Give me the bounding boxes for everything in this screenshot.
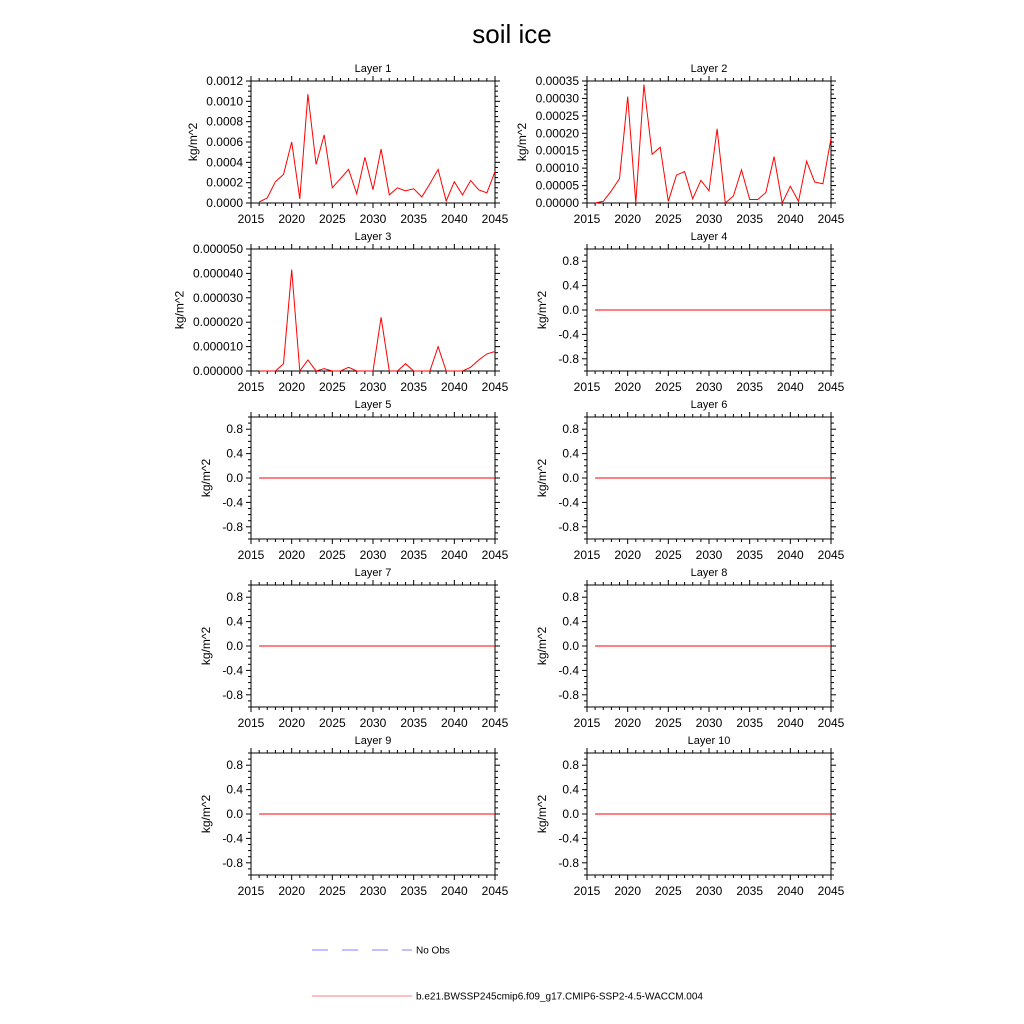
x-tick-label: 2025 [318,884,346,898]
panel-title: Layer 4 [690,231,728,243]
x-tick-label: 2045 [481,548,509,562]
y-tick-label: 0.8 [562,254,579,269]
panel-10 [535,735,844,898]
model-series-line [259,270,495,371]
x-tick-label: 2040 [776,212,804,226]
y-tick-label: 0.00025 [535,108,579,123]
y-tick-label: 0.8 [226,758,243,773]
figure-title: soil ice [472,19,552,49]
y-axis-label: kg/m^2 [535,458,550,498]
x-tick-label: 2030 [359,716,387,730]
x-tick-label: 2020 [278,380,306,394]
y-tick-label: -0.4 [558,831,579,846]
x-tick-label: 2015 [573,380,601,394]
x-tick-label: 2025 [654,380,682,394]
x-tick-label: 2020 [278,716,306,730]
x-tick-label: 2015 [573,212,601,226]
x-tick-label: 2020 [614,884,642,898]
x-tick-label: 2035 [400,716,428,730]
legend-model-label: b.e21.BWSSP245cmip6.f09_g17.CMIP6-SSP2-4.5-WACCM.004 [416,991,703,1003]
y-tick-label: 0.0 [562,471,579,485]
x-tick-label: 2030 [359,380,387,394]
panel-6 [535,399,844,562]
x-tick-label: 2040 [440,212,468,226]
y-tick-label: 0.4 [562,614,579,629]
y-tick-label: -0.4 [558,327,579,342]
x-tick-label: 2045 [481,212,509,226]
y-tick-label: -0.4 [558,495,579,510]
x-tick-label: 2020 [614,380,642,394]
x-tick-label: 2040 [776,548,804,562]
y-tick-label: 0.000050 [192,242,243,256]
panel-title: Layer 7 [354,567,392,579]
y-tick-label: 0.00030 [535,91,579,106]
x-tick-label: 2025 [654,716,682,730]
plot-frame [251,249,495,371]
y-tick-label: -0.4 [222,495,243,510]
x-tick-label: 2045 [817,212,845,226]
x-tick-label: 2025 [654,884,682,898]
x-tick-label: 2035 [736,884,764,898]
x-tick-label: 2025 [318,212,346,226]
x-tick-label: 2035 [400,212,428,226]
x-tick-label: 2020 [278,212,306,226]
y-tick-label: -0.8 [558,351,579,366]
x-tick-label: 2035 [400,884,428,898]
y-tick-label: 0.0008 [206,114,243,129]
x-tick-label: 2045 [817,380,845,394]
x-tick-label: 2035 [736,380,764,394]
panel-title: Layer 9 [354,735,392,747]
y-tick-label: -0.4 [558,663,579,678]
x-tick-label: 2030 [359,548,387,562]
x-tick-label: 2020 [614,212,642,226]
x-tick-label: 2040 [440,884,468,898]
x-tick-label: 2035 [400,380,428,394]
y-tick-label: 0.0012 [206,74,243,88]
x-tick-label: 2025 [318,548,346,562]
x-tick-label: 2045 [481,716,509,730]
y-tick-label: 0.000020 [192,315,243,330]
x-tick-label: 2030 [695,716,723,730]
model-series-line [259,94,495,202]
x-tick-label: 2020 [614,548,642,562]
y-tick-label: 0.00035 [535,74,579,88]
y-tick-label: -0.8 [558,855,579,870]
y-axis-label: kg/m^2 [535,290,550,330]
x-tick-label: 2015 [237,380,265,394]
x-tick-label: 2025 [654,548,682,562]
y-tick-label: 0.00020 [535,126,579,141]
x-tick-label: 2035 [736,212,764,226]
panel-2 [515,63,845,226]
y-axis-label: kg/m^2 [515,122,530,162]
x-tick-label: 2045 [481,380,509,394]
panel-title: Layer 1 [354,63,392,75]
x-tick-label: 2025 [318,380,346,394]
x-tick-label: 2015 [237,716,265,730]
plot-frame [251,81,495,203]
y-tick-label: -0.8 [222,519,243,534]
x-tick-label: 2015 [573,548,601,562]
panel-title: Layer 3 [354,231,392,243]
y-tick-label: 0.4 [226,614,243,629]
y-axis-label: kg/m^2 [535,626,550,666]
x-tick-label: 2035 [736,548,764,562]
y-tick-label: -0.4 [222,831,243,846]
y-tick-label: 0.8 [226,590,243,605]
y-axis-label: kg/m^2 [172,290,187,330]
y-tick-label: 0.0 [562,639,579,653]
panel-1 [186,63,509,226]
legend-obs-label: No Obs [416,945,450,957]
y-tick-label: -0.4 [222,663,243,678]
x-tick-label: 2045 [817,884,845,898]
x-tick-label: 2015 [237,884,265,898]
y-tick-label: 0.000030 [192,290,243,305]
y-tick-label: 0.4 [226,446,243,461]
model-series-line [595,85,831,204]
panel-3 [172,231,508,394]
x-tick-label: 2030 [695,884,723,898]
y-tick-label: 0.0002 [206,175,243,190]
y-tick-label: 0.0010 [206,94,243,109]
y-axis-label: kg/m^2 [199,458,214,498]
x-tick-label: 2040 [776,716,804,730]
x-tick-label: 2020 [278,884,306,898]
y-tick-label: 0.0 [226,639,243,653]
y-tick-label: 0.8 [562,758,579,773]
y-tick-label: 0.000040 [192,266,243,281]
x-tick-label: 2030 [359,884,387,898]
y-tick-label: 0.8 [226,422,243,437]
y-tick-label: 0.00010 [535,161,579,176]
y-tick-label: 0.00000 [535,196,579,210]
y-tick-label: 0.8 [562,590,579,605]
y-tick-label: 0.0 [226,807,243,821]
x-tick-label: 2030 [695,212,723,226]
x-tick-label: 2045 [817,716,845,730]
y-axis-label: kg/m^2 [199,794,214,834]
panel-4 [535,231,844,394]
y-tick-label: -0.8 [558,519,579,534]
panel-title: Layer 5 [354,399,392,411]
x-tick-label: 2030 [359,212,387,226]
panel-9 [199,735,508,898]
panel-title: Layer 10 [687,735,731,747]
y-axis-label: kg/m^2 [185,122,200,162]
y-tick-label: -0.8 [222,687,243,702]
y-tick-label: 0.4 [562,782,579,797]
y-tick-label: 0.00015 [535,143,579,158]
x-tick-label: 2030 [695,548,723,562]
y-tick-label: 0.0 [562,303,579,317]
y-tick-label: -0.8 [222,855,243,870]
y-axis-label: kg/m^2 [199,626,214,666]
y-tick-label: 0.0000 [206,196,243,210]
y-tick-label: 0.00005 [535,178,579,193]
panel-title: Layer 8 [690,567,728,579]
x-tick-label: 2040 [776,884,804,898]
x-tick-label: 2025 [318,716,346,730]
x-tick-label: 2040 [776,380,804,394]
x-tick-label: 2035 [736,716,764,730]
x-tick-label: 2040 [440,716,468,730]
y-tick-label: -0.8 [558,687,579,702]
x-tick-label: 2040 [440,548,468,562]
x-tick-label: 2045 [817,548,845,562]
y-tick-label: 0.4 [226,782,243,797]
x-tick-label: 2045 [481,884,509,898]
legend [312,946,703,1003]
x-tick-label: 2015 [573,884,601,898]
panel-5 [199,399,508,562]
panel-8 [535,567,844,730]
x-tick-label: 2015 [237,548,265,562]
y-tick-label: 0.4 [562,446,579,461]
y-tick-label: 0.0 [562,807,579,821]
panels [172,63,844,898]
panel-7 [199,567,508,730]
y-tick-label: 0.8 [562,422,579,437]
x-tick-label: 2020 [278,548,306,562]
x-tick-label: 2030 [695,380,723,394]
x-tick-label: 2035 [400,548,428,562]
x-tick-label: 2020 [614,716,642,730]
y-tick-label: 0.0 [226,471,243,485]
y-tick-label: 0.0004 [206,155,243,170]
y-tick-label: 0.4 [562,278,579,293]
y-tick-label: 0.0006 [206,135,243,149]
y-tick-label: 0.000000 [192,364,243,378]
x-tick-label: 2025 [654,212,682,226]
x-tick-label: 2015 [573,716,601,730]
x-tick-label: 2015 [237,212,265,226]
panel-title: Layer 6 [690,399,728,411]
panel-title: Layer 2 [690,63,728,75]
y-tick-label: 0.000010 [192,339,243,354]
x-tick-label: 2040 [440,380,468,394]
y-axis-label: kg/m^2 [535,794,550,834]
